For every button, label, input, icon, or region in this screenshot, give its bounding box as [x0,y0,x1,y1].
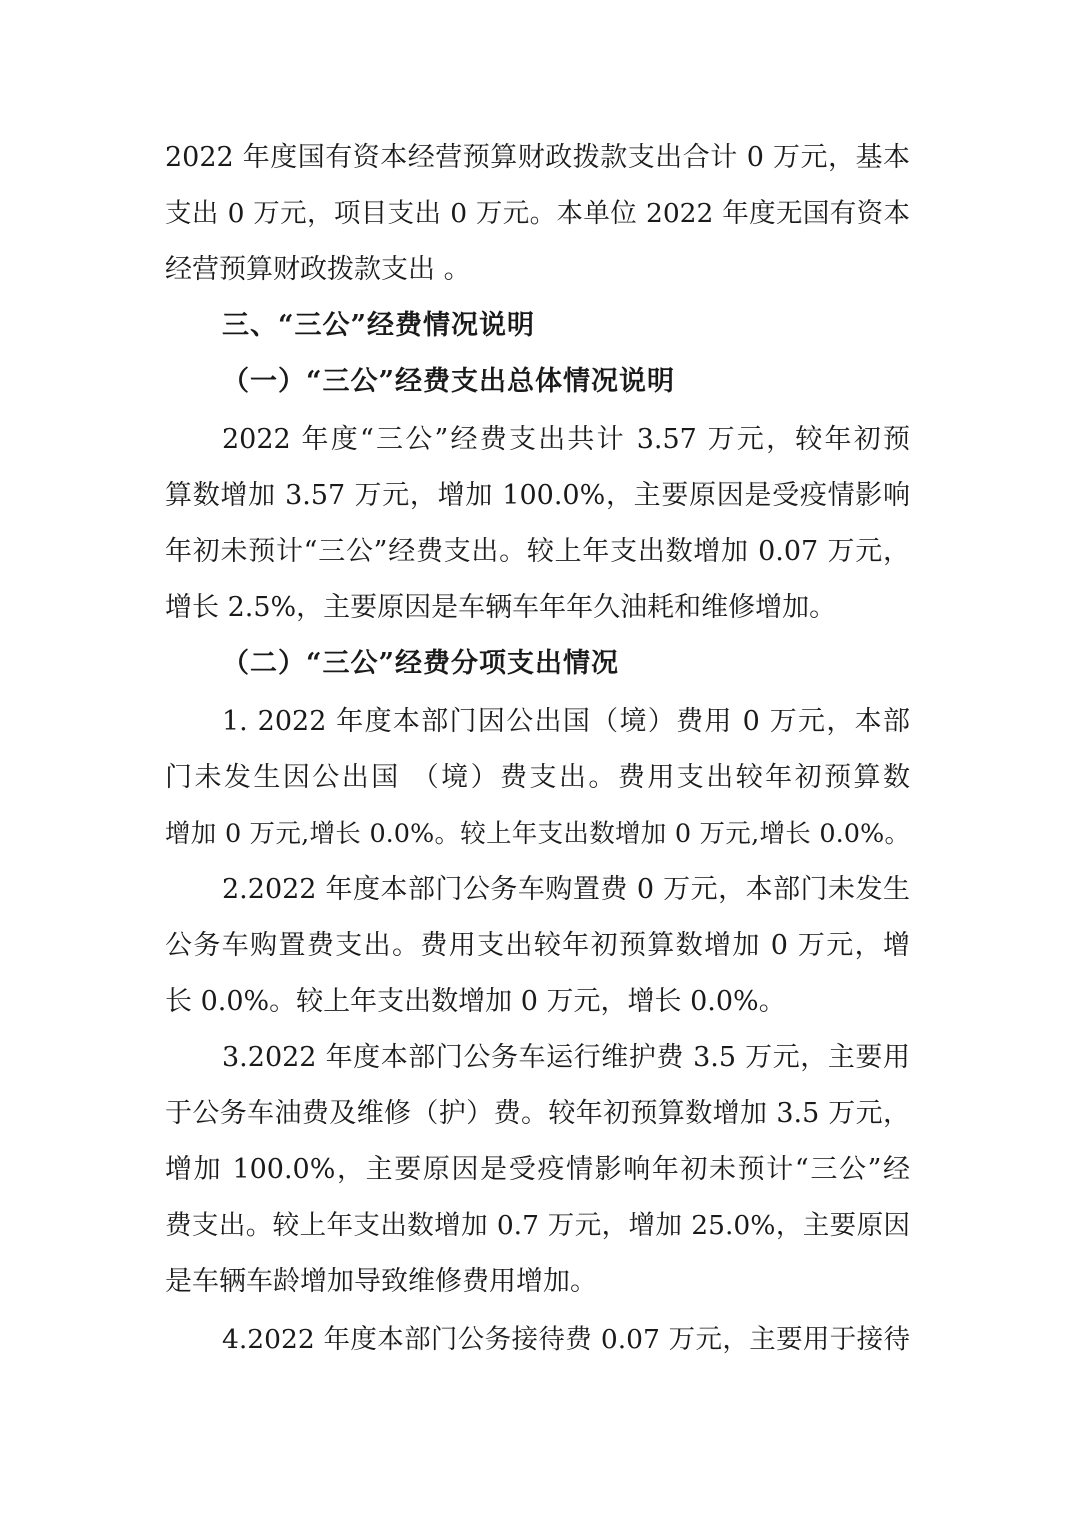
text-line: 长 0.0%。较上年支出数增加 0 万元，增长 0.0%。 [165,986,786,1017]
text-line: 增长 2.5%，主要原因是车辆车年年久油耗和维修增加。 [165,592,837,623]
section-heading: 三、“三公”经费情况说明 [222,310,536,341]
text-line: 是车辆车龄增加导致维修费用增加。 [165,1266,597,1297]
text-line: 4.2022 年度本部门公务接待费 0.07 万元，主要用于接待 [222,1324,910,1355]
text-line: 2022 年度“三公”经费支出共计 3.57 万元，较年初预 [222,424,910,455]
text-line: 经营预算财政拨款支出 。 [165,254,471,285]
text-line: 2.2022 年度本部门公务车购置费 0 万元，本部门未发生 [222,874,910,905]
text-line: 增加 100.0%，主要原因是受疫情影响年初未预计“三公”经 [165,1154,910,1185]
text-line: 公务车购置费支出。费用支出较年初预算数增加 0 万元，增 [165,930,910,961]
text-line: 费支出。较上年支出数增加 0.7 万元，增加 25.0%，主要原因 [165,1210,910,1241]
text-line: 于公务车油费及维修（护）费。较年初预算数增加 3.5 万元， [165,1098,910,1129]
text-line: 1. 2022 年度本部门因公出国（境）费用 0 万元，本部 [222,706,910,737]
text-line: 年初未预计“三公”经费支出。较上年支出数增加 0.07 万元， [165,536,910,567]
subsection-heading: （一）“三公”经费支出总体情况说明 [222,366,676,397]
text-line: 2022 年度国有资本经营预算财政拨款支出合计 0 万元，基本 [165,142,910,173]
text-line: 门未发生因公出国 （境）费支出。费用支出较年初预算数 [165,762,910,793]
text-line: 增加 0 万元,增长 0.0%。较上年支出数增加 0 万元,增长 0.0%。 [165,819,910,849]
subsection-heading: （二）“三公”经费分项支出情况 [222,648,620,679]
text-line: 算数增加 3.57 万元，增加 100.0%，主要原因是受疫情影响 [165,480,910,511]
text-line: 3.2022 年度本部门公务车运行维护费 3.5 万元，主要用 [222,1042,910,1073]
text-line: 支出 0 万元，项目支出 0 万元。本单位 2022 年度无国有资本 [165,198,910,229]
